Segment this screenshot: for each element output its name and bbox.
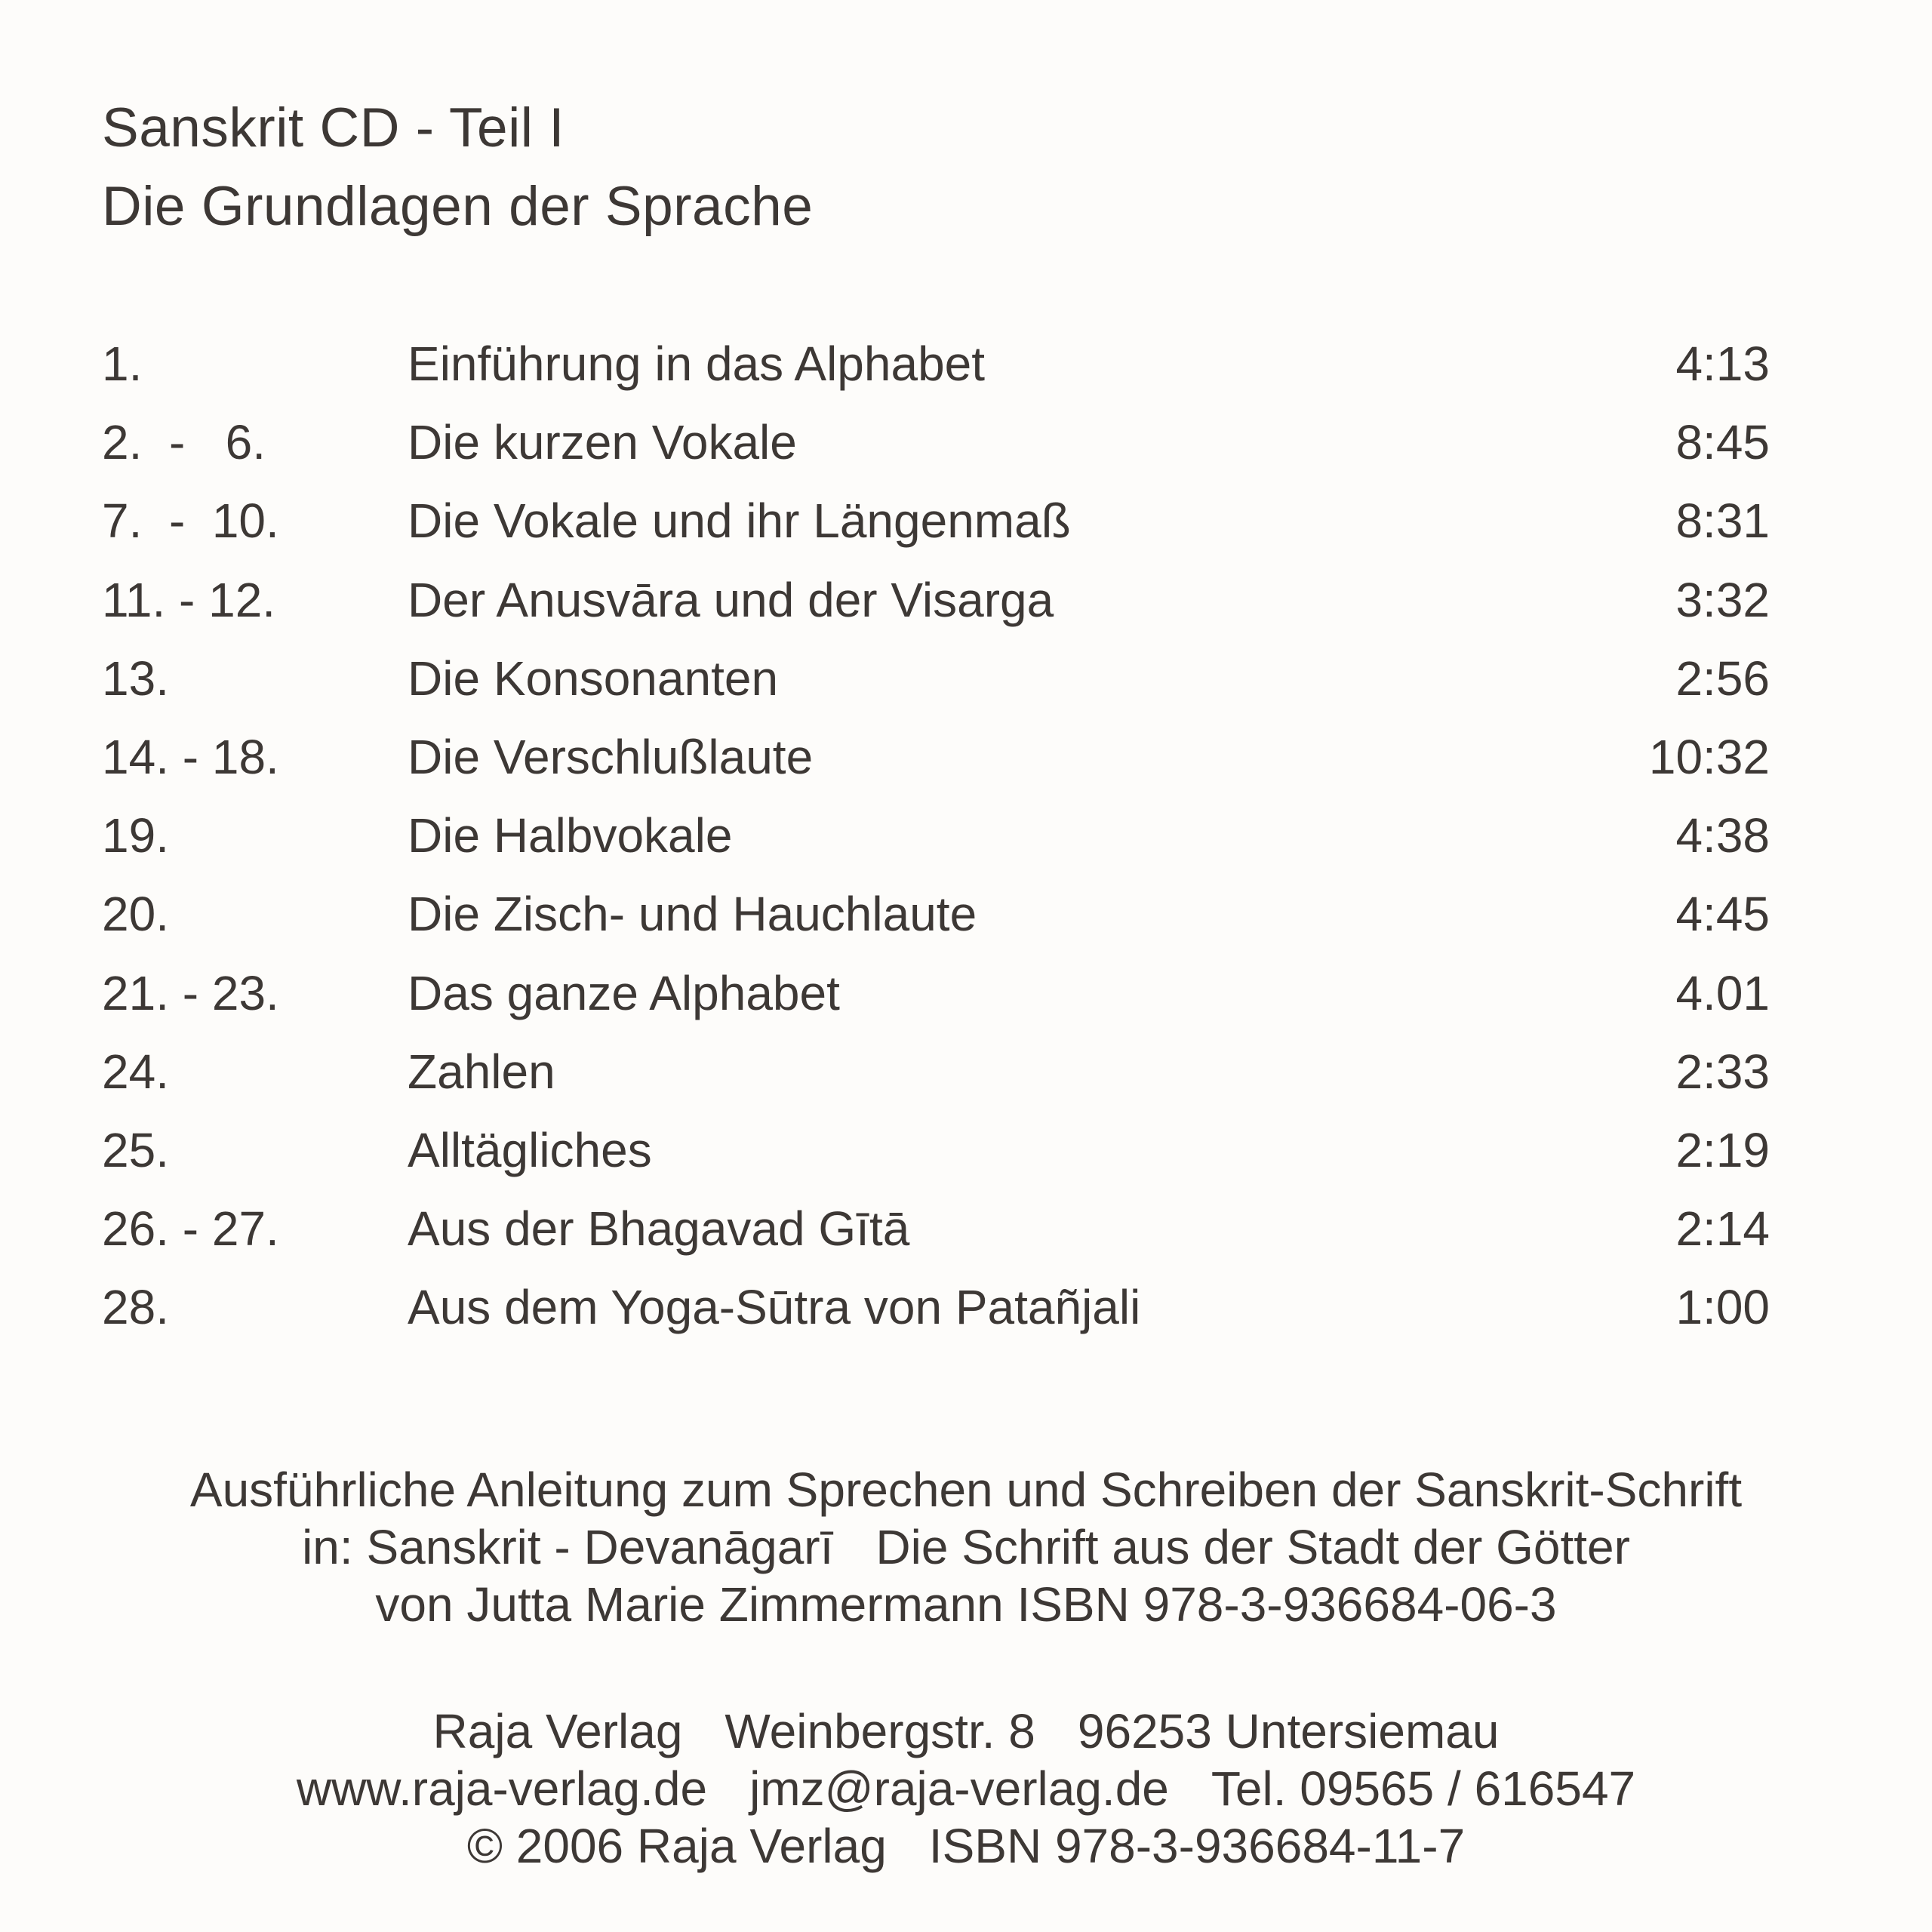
track-row bbox=[102, 1189, 1770, 1268]
track-duration: 4.01 bbox=[1675, 965, 1770, 1020]
track-duration: 2:14 bbox=[1675, 1201, 1770, 1257]
track-duration: 2:19 bbox=[1675, 1122, 1770, 1177]
track-row bbox=[102, 561, 1770, 639]
track-row bbox=[102, 718, 1770, 796]
track-row bbox=[102, 1032, 1770, 1111]
publisher-info bbox=[0, 1703, 1932, 1875]
note-line-2 bbox=[0, 1518, 1932, 1576]
track-title: Aus dem Yoga-Sūtra von Patañjali bbox=[408, 1280, 1141, 1335]
publisher-address-line bbox=[0, 1703, 1932, 1760]
track-row bbox=[102, 875, 1770, 953]
track-title: Die Zisch- und Hauchlaute bbox=[408, 887, 977, 942]
publisher-name: Raja Verlag bbox=[432, 1704, 683, 1758]
note-line-1: Ausführliche Anleitung zum Sprechen und Schreiben der Sanskrit-Schrift bbox=[189, 1463, 1743, 1517]
track-title: Der Anusvāra und der Visarga bbox=[408, 572, 1054, 627]
publisher-street: Weinbergstr. 8 bbox=[724, 1704, 1035, 1758]
track-number: 26. - 27. bbox=[102, 1201, 279, 1257]
track-number: 11. - 12. bbox=[102, 572, 276, 627]
publisher-city: 96253 Untersiemau bbox=[1077, 1704, 1500, 1758]
track-number: 14. - 18. bbox=[102, 729, 279, 784]
track-row bbox=[102, 1268, 1770, 1346]
track-title: Die kurzen Vokale bbox=[408, 415, 797, 470]
track-number: 24. bbox=[102, 1044, 169, 1099]
track-row bbox=[102, 954, 1770, 1032]
publisher-email: jmz@raja-verlag.de bbox=[749, 1761, 1169, 1816]
track-duration: 1:00 bbox=[1675, 1280, 1770, 1335]
track-row bbox=[102, 481, 1770, 560]
track-duration: 4:38 bbox=[1675, 808, 1770, 863]
publisher-contact-line bbox=[0, 1760, 1932, 1817]
track-duration: 8:31 bbox=[1675, 494, 1770, 549]
track-title: Die Vokale und ihr Längenmaß bbox=[408, 494, 1071, 549]
cd-subtitle: Die Grundlagen der Sprache bbox=[102, 176, 814, 237]
track-title: Das ganze Alphabet bbox=[408, 965, 840, 1020]
track-row bbox=[102, 639, 1770, 718]
copyright-text: © 2006 Raja Verlag bbox=[466, 1819, 887, 1873]
copyright-line bbox=[0, 1817, 1932, 1875]
track-number: 19. bbox=[102, 808, 169, 863]
track-row bbox=[102, 403, 1770, 481]
track-title: Einführung in das Alphabet bbox=[408, 337, 986, 391]
cd-title: Sanskrit CD - Teil I bbox=[102, 97, 565, 158]
book-subtitle: Die Schrift aus der Stadt der Götter bbox=[875, 1520, 1630, 1574]
publisher-phone: Tel. 09565 / 616547 bbox=[1211, 1761, 1636, 1816]
track-number: 20. bbox=[102, 887, 169, 942]
track-duration: 10:32 bbox=[1648, 729, 1770, 784]
track-row bbox=[102, 325, 1770, 403]
track-number: 13. bbox=[102, 651, 169, 706]
track-duration: 4:45 bbox=[1675, 887, 1770, 942]
track-number: 1. bbox=[102, 337, 143, 391]
track-number: 21. - 23. bbox=[102, 965, 279, 1020]
track-number: 2. - 6. bbox=[102, 415, 266, 470]
track-duration: 2:56 bbox=[1675, 651, 1770, 706]
track-title: Aus der Bhagavad Gītā bbox=[408, 1201, 910, 1257]
reference-note bbox=[0, 1461, 1932, 1633]
header bbox=[102, 89, 813, 246]
track-title: Die Konsonanten bbox=[408, 651, 779, 706]
track-title: Alltägliches bbox=[408, 1122, 652, 1177]
track-duration: 3:32 bbox=[1675, 572, 1770, 627]
track-title: Die Halbvokale bbox=[408, 808, 733, 863]
track-list bbox=[102, 325, 1770, 1346]
track-row bbox=[102, 1111, 1770, 1189]
publisher-website: www.raja-verlag.de bbox=[296, 1761, 708, 1816]
track-number: 28. bbox=[102, 1280, 169, 1335]
book-title: in: Sanskrit - Devanāgarī bbox=[302, 1520, 834, 1574]
track-duration: 8:45 bbox=[1675, 415, 1770, 470]
note-line-3: von Jutta Marie Zimmermann ISBN 978-3-936684-06-3 bbox=[375, 1577, 1557, 1632]
track-number: 25. bbox=[102, 1122, 169, 1177]
track-duration: 4:13 bbox=[1675, 337, 1770, 391]
track-row bbox=[102, 796, 1770, 875]
track-number: 7. - 10. bbox=[102, 494, 279, 549]
track-duration: 2:33 bbox=[1675, 1044, 1770, 1099]
track-title: Zahlen bbox=[408, 1044, 555, 1099]
cd-isbn: ISBN 978-3-936684-11-7 bbox=[928, 1819, 1466, 1873]
track-title: Die Verschlußlaute bbox=[408, 729, 814, 784]
